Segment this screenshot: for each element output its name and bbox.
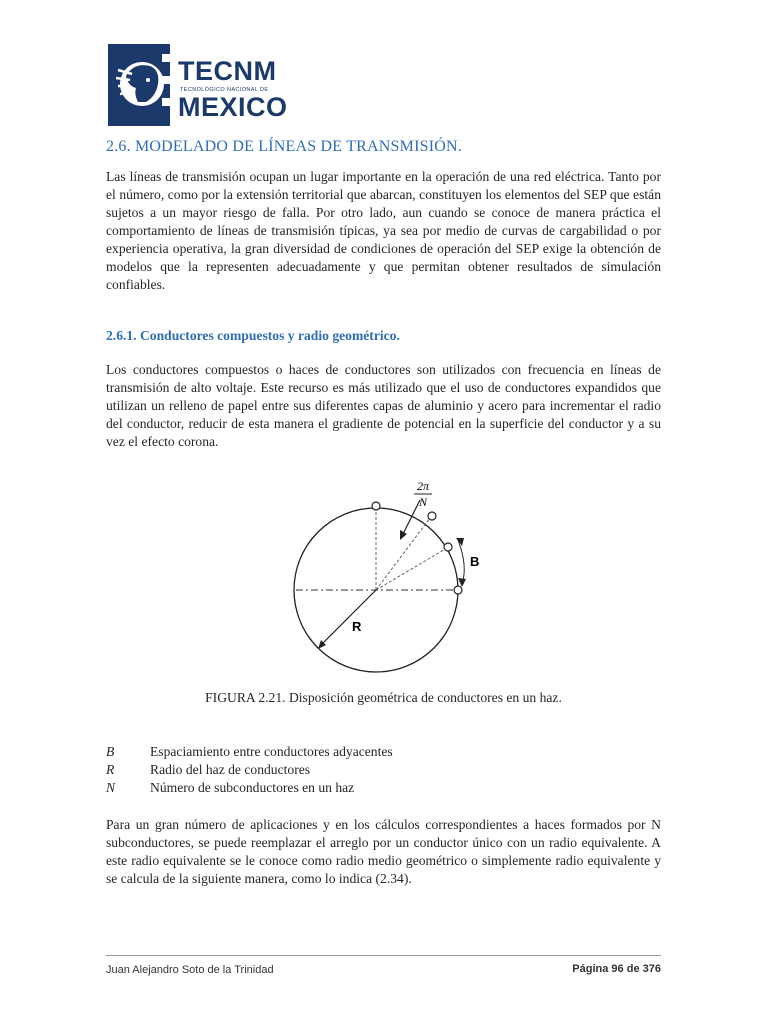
spacing-arc	[458, 540, 464, 584]
definition-item	[106, 762, 661, 780]
section-title: 2.6. MODELADO DE LÍNEAS DE TRANSMISIÓN.	[106, 138, 462, 155]
tecnm-logo	[104, 40, 288, 130]
angle-arrowhead	[400, 530, 407, 540]
footer-author: Juan Alejandro Soto de la Trinidad	[106, 964, 274, 976]
definitions-list	[106, 744, 661, 798]
angle-numerator: 2π	[416, 479, 430, 493]
logo-brand: TECNM	[178, 56, 277, 86]
angle-arrow	[402, 500, 420, 536]
page-total: 376	[642, 963, 661, 975]
angle-denominator: N	[418, 495, 428, 509]
radius-label: R	[352, 619, 362, 634]
radial-line-2	[376, 548, 447, 590]
definition-text: Número de subconductores en un haz	[150, 780, 355, 795]
logo-subtitle: TECNOLÓGICO NACIONAL DE	[180, 87, 269, 93]
definition-item	[106, 780, 661, 798]
closing-paragraph: Para un gran número de aplicaciones y en los cálculos correspondientes a haces formados por N subconductores, se puede reemplazar el arreglo por un conductor único con un radio equivalente. A este radio equivalente se le conoce como radio medio geométrico o simplemente radio equivalente y se calcula de la siguiente manera, como lo indica (2.34).	[106, 817, 661, 886]
logo-wordmark	[174, 40, 288, 130]
spacing-label: B	[470, 554, 480, 569]
definition-symbol: N	[106, 780, 116, 795]
gear-emblem-icon	[104, 40, 174, 130]
definition-text: Espaciamiento entre conductores adyacentes	[150, 744, 393, 759]
bundle-geometry-figure	[290, 468, 500, 678]
intro-paragraph: Las líneas de transmisión ocupan un lugar importante en la operación de una red eléctrica. Tanto por el número, como por la extensión territorial que abarcan, constituyen los elementos del SEP que están sujetos a un mayor riesgo de falla. Por otro lado, aun cuando se conoce de manera práctica el comportamiento de líneas de transmisión típicas, ya sea por medio de curvas de cargabilidad o por experiencia operativa, la gran diversidad de condiciones de operación del SEP exige la obtención de modelos que la representen adecuadamente y que permitan obtener resultados de simulación confiables.	[106, 169, 661, 292]
subconductor	[428, 512, 436, 520]
subsection-title: 2.6.1. Conductores compuestos y radio geométrico.	[106, 328, 400, 343]
definition-symbol: R	[106, 762, 115, 777]
page-of: de	[626, 963, 640, 975]
subsection-paragraph: Los conductores compuestos o haces de conductores son utilizados con frecuencia en líneas de transmisión de alto voltaje. Este recurso es más utilizado que el uso de conductores expandidos que utilizan un relleno de papel entre sus diferentes capas de aluminio y acero para incrementar el radio del conductor, reducir de esta manera el gradiente de potencial en la superficie del conductor y a su vez el efecto corona.	[106, 362, 661, 449]
definition-item	[106, 744, 661, 762]
radius-arrow	[320, 590, 376, 646]
subconductor	[454, 586, 462, 594]
definition-text: Radio del haz de conductores	[150, 762, 311, 777]
definition-symbol: B	[106, 744, 115, 759]
subconductor	[372, 502, 380, 510]
footer-divider	[106, 955, 661, 956]
figure-caption: FIGURA 2.21. Disposición geométrica de conductores en un haz.	[205, 690, 562, 705]
page-label: Página	[572, 963, 609, 975]
logo-country: MEXICO	[178, 92, 288, 122]
footer-page-number	[572, 963, 661, 975]
page-current: 96	[611, 963, 624, 975]
radial-line-1	[376, 518, 430, 590]
subconductor	[444, 543, 452, 551]
